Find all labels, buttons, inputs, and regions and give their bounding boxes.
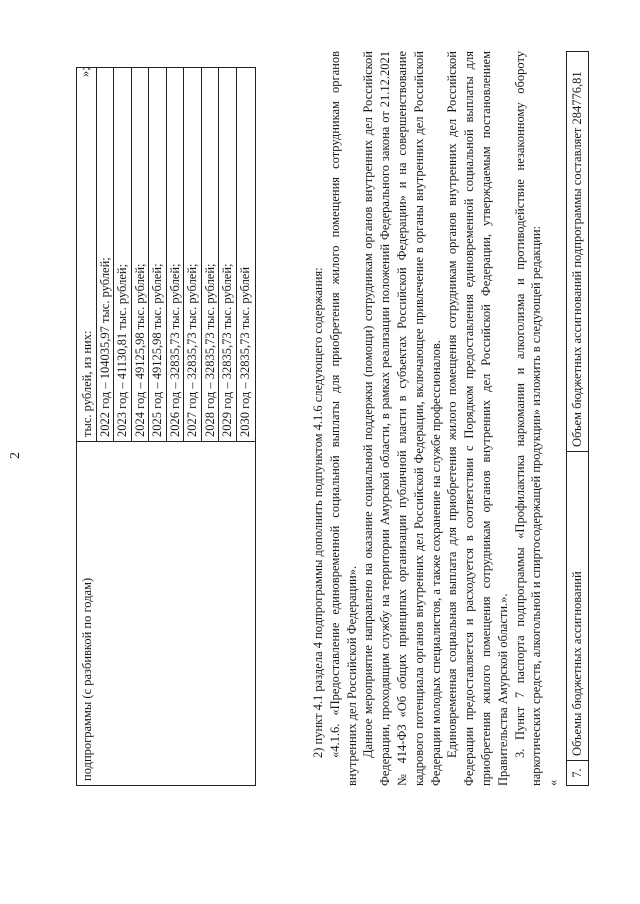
table-row [77,68,256,786]
years-intro: тыс. рублей, из них: [79,68,97,441]
table-cell-value: Объем бюджетных ассигнований подпрограммы составляет 284776,81 [567,52,589,452]
table-cell-label: Объемы бюджетных ассигнований [567,452,589,761]
year-line: 2024 год – 49125,98 тыс. рублей; [132,68,150,441]
table-cell-label: подпрограммы (с разбивкой по годам) [77,442,256,786]
year-line: 2026 год – 32835,73 тыс. рублей; [167,68,185,441]
paragraph: Единовременная социальная выплата для приобретения жилого помещения сотрудникам органов внутренних дел Российской Федерации предоставляется и расходуется в соответствии с Порядком предоставления единовременной социальной выплаты для приобретения жилого помещения сотрудникам органов внутренних дел Российской Федерации, утверждаемым постановлением Правительства Амурской области.». [445,51,510,786]
year-line: 2027 год – 32835,73 тыс. рублей; [184,68,202,441]
year-line: 2029 год – 32835,73 тыс. рублей; [219,68,237,441]
year-line: 2028 год – 32835,73 тыс. рублей; [202,68,220,441]
paragraph: «4.1.6. «Предоставление единовременной социальной выплаты для приобретения жилого помещения сотрудникам органов внутренних дел Российской Федерации». [327,51,359,786]
year-line: 2030 год – 32835,73 тыс. рублей [237,266,252,437]
year-line: 2025 год – 49125,98 тыс. рублей; [149,68,167,441]
body-text [310,51,545,786]
year-line: 2023 год – 41130,81 тыс. рублей; [114,68,132,441]
paragraph: 3. Пункт 7 паспорта подпрограммы «Профилактика наркомании и алкоголизма и противодействие незаконному обороту наркотических средств, алкогольной и спиртосодержащей продукции» изложить в следующей редакции: [512,51,544,786]
funding-table [76,67,256,786]
year-line: 2022 год – 104035,97 тыс. рублей; [97,68,115,441]
closing-quote: »; [78,67,92,77]
table-cell-years [77,68,256,442]
opening-quote: « [546,779,560,786]
page-number: 2 [8,452,23,459]
paragraph: Данное мероприятие направлено на оказание социальной поддержки (помощи) сотрудникам органов внутренних дел Российской Федерации, проходящим службу на территории Амурской области, в рамках реализации положений Федерального закона от 21.12.2021 № 414-ФЗ «Об общих принципах организации публичной власти в субъектах Российской Федерации» и на совершенствование кадрового потенциала органов внутренних дел Российской Федерации, включающее привлечение в органы внутренних дел Российской Федерации молодых специалистов, а также сохранение на службе профессионалов. [361,51,443,786]
passport-table [566,51,589,786]
table-row [567,52,589,786]
row-number: 7. [567,761,589,786]
paragraph: 2) пункт 4.1 раздела 4 подпрограммы дополнить подпунктом 4.1.6 следующего содержания: [311,267,325,758]
